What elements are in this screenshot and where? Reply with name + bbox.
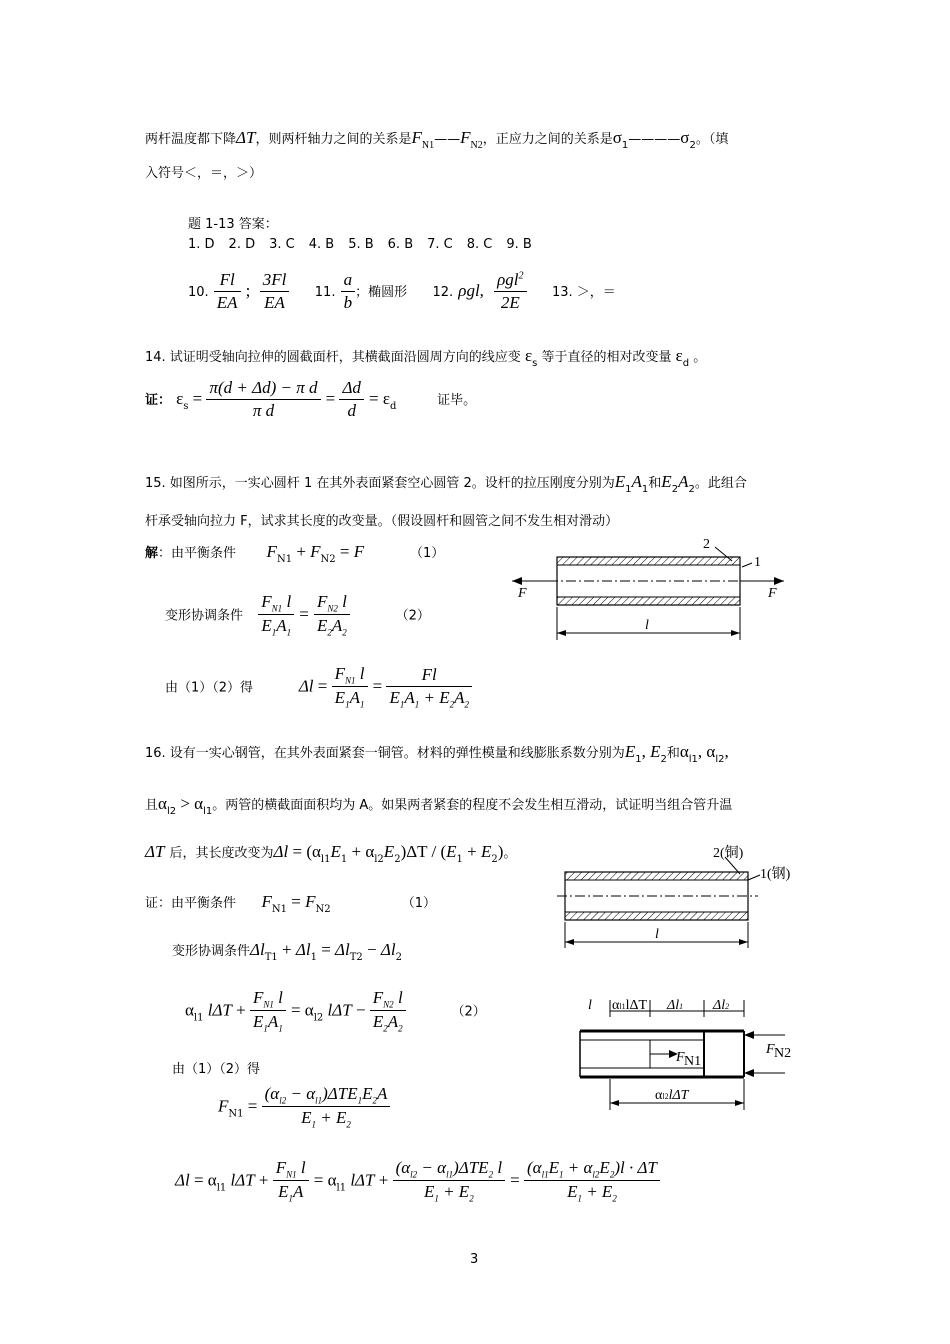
frac-rhogl2-2E: $\frac{\rho gl^2}{2E}$: [494, 270, 526, 313]
answer-12-num: 12.: [432, 285, 454, 300]
q16-from: 由（1）（2）得: [172, 1062, 261, 1077]
q14-proof-label: 证：: [145, 393, 172, 408]
q16-eq1: 证：由平衡条件 $F_{N1} = F_{N2}$ （1）: [145, 892, 437, 915]
frac-Fl-EA: $\frac{Fl}{EA}$: [214, 270, 241, 313]
sigma-sub-1: 1: [621, 140, 629, 151]
answer-1: 1. D: [188, 237, 215, 252]
answer-5: 5. B: [348, 237, 374, 252]
q16-line2b: 。两管的横截面面积均为 A。如果两者紧套的程度不会发生相互滑动，试证明当组合管升温: [212, 798, 733, 813]
q15-text2: 。此组合: [694, 476, 747, 491]
q15-and: 和: [648, 476, 662, 491]
answer-11-num: 11.: [314, 285, 336, 300]
N2-sub: N2: [470, 140, 483, 151]
q15-from: 由（1）（2）得: [165, 680, 254, 696]
q15-eq1: 解：由平衡条件 $F_{N1} + F_{N2} = F$ （1）: [145, 542, 445, 565]
q14-done: 证毕。: [437, 393, 477, 408]
q14-text: 14. 试证明受轴向拉伸的圆截面杆，其横截面沿圆周方向的线应变: [145, 350, 521, 365]
page-number: 3: [470, 1252, 479, 1267]
answer-11-text: ；椭圆形: [355, 285, 408, 300]
q14-proof: 证： $\varepsilon_s$ = $\frac{\text{π(d + Δd) − π d}}{\text{π d}}$ = $\frac{\Delta d}{d}$ = $\varepsilon_d$ 证毕。: [145, 378, 477, 420]
answer-4: 4. B: [308, 237, 335, 252]
q16-eq5: $\Delta l = \alpha_{l1}$ lΔT + $\frac{F_{N1} l}{E_1A}$ = $\alpha_{l1}$ lΔT + $\frac{(\alpha_{l2} - \alpha_{l1})\Delta TE_2 l}{E_1 + E_2}$ = $\frac{(\alpha_{l1}E_1 + \alpha_{l2}E_2)l \cdot \Delta T}{E_1 + E_2}$: [175, 1158, 660, 1204]
svg-text:N2: N2: [774, 1046, 792, 1061]
F-symbol: F: [411, 128, 422, 147]
q15-eq-cond: ：由平衡条件: [158, 546, 237, 561]
q16-line3: ΔT 后，其长度改变为$\Delta l = (\alpha_{l1}E_1 + \alpha_{l2}E_2)\Delta T / (E_1 + E_2)$。: [145, 842, 517, 865]
answer-8: 8. C: [466, 237, 493, 252]
fig16-FN1: F: [676, 1050, 685, 1065]
fig16-label-1: 1(钢): [760, 867, 791, 882]
sigma-1: σ: [612, 128, 622, 147]
q15-eq3: 由（1）（2）得 Δl = $\frac{F_{N1} l}{E_1A_1}$ = $\frac{Fl}{E_1A_1 + E_2A_2}$: [165, 664, 472, 710]
answer-3: 3. C: [269, 237, 295, 252]
answer-9: 9. B: [506, 237, 532, 252]
q16-statement: 16. 设有一实心钢管，在其外表面紧套一铜管。材料的弹性模量和线膨胀系数分别为$E_1$, $E_2$和$\alpha_{l1}$, $\alpha_{l2}$,: [145, 742, 729, 765]
q16-tag1: （1）: [401, 896, 437, 911]
fig15-F-right: F: [768, 586, 777, 601]
fig15-label-2: 2: [703, 537, 710, 552]
q16-eq4: $F_{N1}$ = $\frac{(\alpha_{l2} - \alpha_{l1})\Delta TE_1E_2A}{E_1 + E_2}$: [218, 1084, 390, 1130]
q16-line2a: 且: [145, 798, 159, 813]
intro-text-a: 两杆温度都下降: [145, 132, 237, 147]
blank-1: ——: [434, 132, 461, 147]
q16-eq2: 变形协调条件$\Delta l_{T1} + \Delta l_1 = \Delta l_{T2} - \Delta l_2$: [172, 940, 402, 963]
q15-figure: [500, 535, 800, 645]
frac-strain: $\frac{\text{π(d + Δd) − π d}}{\text{π d}}$: [206, 378, 320, 421]
q16-figure-1: [555, 842, 805, 952]
q14-statement: 14. 试证明受轴向拉伸的圆截面杆，其横截面沿圆周方向的线应变 $\varepsilon_s$ 等于直径的相对改变量 $\varepsilon_d$ 。: [145, 346, 707, 369]
svg-text:αl1lΔT: αl1lΔT: [612, 998, 648, 1013]
fig16-length: l: [655, 927, 659, 942]
N1-sub: N1: [421, 140, 435, 151]
q16-line3-text: 后，其长度改变为: [169, 846, 274, 861]
q15-deform: 变形协调条件: [165, 608, 244, 624]
answer-7: 7. C: [427, 237, 453, 252]
svg-text:N1: N1: [684, 1054, 702, 1069]
frac-a-b: $\frac{a}{b}$: [341, 270, 356, 313]
frac-dd: $\frac{\Delta d}{d}$: [339, 378, 363, 421]
answers-choices: [188, 237, 546, 252]
sigma-2: σ: [680, 128, 690, 147]
svg-text:αl2lΔT: αl2lΔT: [655, 1088, 689, 1103]
q15-statement: 15. 如图所示，一实心圆杆 1 在其外表面紧套空心圆管 2。设杆的拉压刚度分别为$E_1A_1$和$E_2A_2$。此组合: [145, 472, 747, 495]
q15-eq2: 变形协调条件 $\frac{F_{N1} l}{E_1A_1}$ = $\frac{F_{N2} l}{E_2A_2}$ （2）: [165, 592, 430, 638]
q15-tag2: （2）: [395, 608, 430, 624]
svg-text:Δl2: Δl2: [713, 998, 730, 1013]
q15-text: 15. 如图所示，一实心圆杆 1 在其外表面紧套空心圆管 2。设杆的拉压刚度分别为: [145, 476, 615, 491]
q16-deform: 变形协调条件: [172, 944, 251, 959]
q16-eq3: $\alpha_{l1}$ lΔT + $\frac{F_{N1} l}{E_1A_1}$ = $\alpha_{l2}$ lΔT − $\frac{F_{N2} l}{E_2A_2}$ （2）: [185, 988, 486, 1034]
fig16-label-2: 2(铜): [713, 846, 744, 861]
answers-formulas: 10. $\frac{Fl}{EA}$ ; $\frac{3Fl}{EA}$ 11. $\frac{a}{b}$ ；椭圆形 12. ρgl, $\frac{\rho gl^2}{2E}$ 13. ＞，＝: [188, 270, 616, 312]
frac-3Fl-EA: $\frac{3Fl}{EA}$: [260, 270, 290, 313]
fig15-length: l: [645, 618, 649, 633]
intro-text-b: ，则两杆轴力之间的关系是: [255, 132, 412, 147]
answer-2: 2. D: [228, 237, 256, 252]
q15-tag1: （1）: [409, 546, 445, 561]
q15-sol-label: 解: [145, 546, 159, 561]
q14-end: 。: [693, 350, 707, 365]
svg-text:Δl1: Δl1: [667, 998, 684, 1013]
q16-tag2: （2）: [451, 1004, 486, 1020]
q16-figure-2: [570, 995, 800, 1115]
answer-13: 13. ＞，＝: [551, 285, 616, 300]
sigma-sub-2: 2: [689, 140, 696, 151]
q16-line2: 且$\alpha_{l2} > \alpha_{l1}$。两管的横截面面积均为 A。如果两者紧套的程度不会发生相互滑动，试证明当组合管升温: [145, 794, 733, 817]
q14-text2: 等于直径的相对改变量: [541, 350, 672, 365]
fig16-FN2: F: [766, 1042, 775, 1057]
svg-text:l: l: [588, 998, 592, 1013]
q16-text: 16. 设有一实心钢管，在其外表面紧套一铜管。材料的弹性模量和线膨胀系数分别为: [145, 746, 625, 761]
intro-line-1: [145, 128, 728, 151]
q15-line2: 杆承受轴向拉力 F，试求其长度的改变量。（假设圆杆和圆管之间不发生相对滑动）: [145, 514, 619, 529]
answers-title: 题 1-13 答案：: [188, 217, 278, 232]
F-symbol-2: F: [460, 128, 471, 147]
q16-and: 和: [666, 746, 680, 761]
blank-2: ————: [628, 132, 681, 147]
answer-10-num: 10.: [188, 285, 209, 300]
intro-line-2: 入符号＜，＝，＞）: [145, 166, 263, 181]
intro-text-d: 。（填: [695, 132, 729, 147]
delta-T: ΔT: [236, 128, 256, 147]
fig15-label-1: 1: [754, 555, 761, 570]
q16-proof: 证：由平衡条件: [145, 896, 237, 911]
intro-text-c: ，正应力之间的关系是: [482, 132, 613, 147]
fig15-F-left: F: [518, 586, 527, 601]
answer-6: 6. B: [387, 237, 414, 252]
